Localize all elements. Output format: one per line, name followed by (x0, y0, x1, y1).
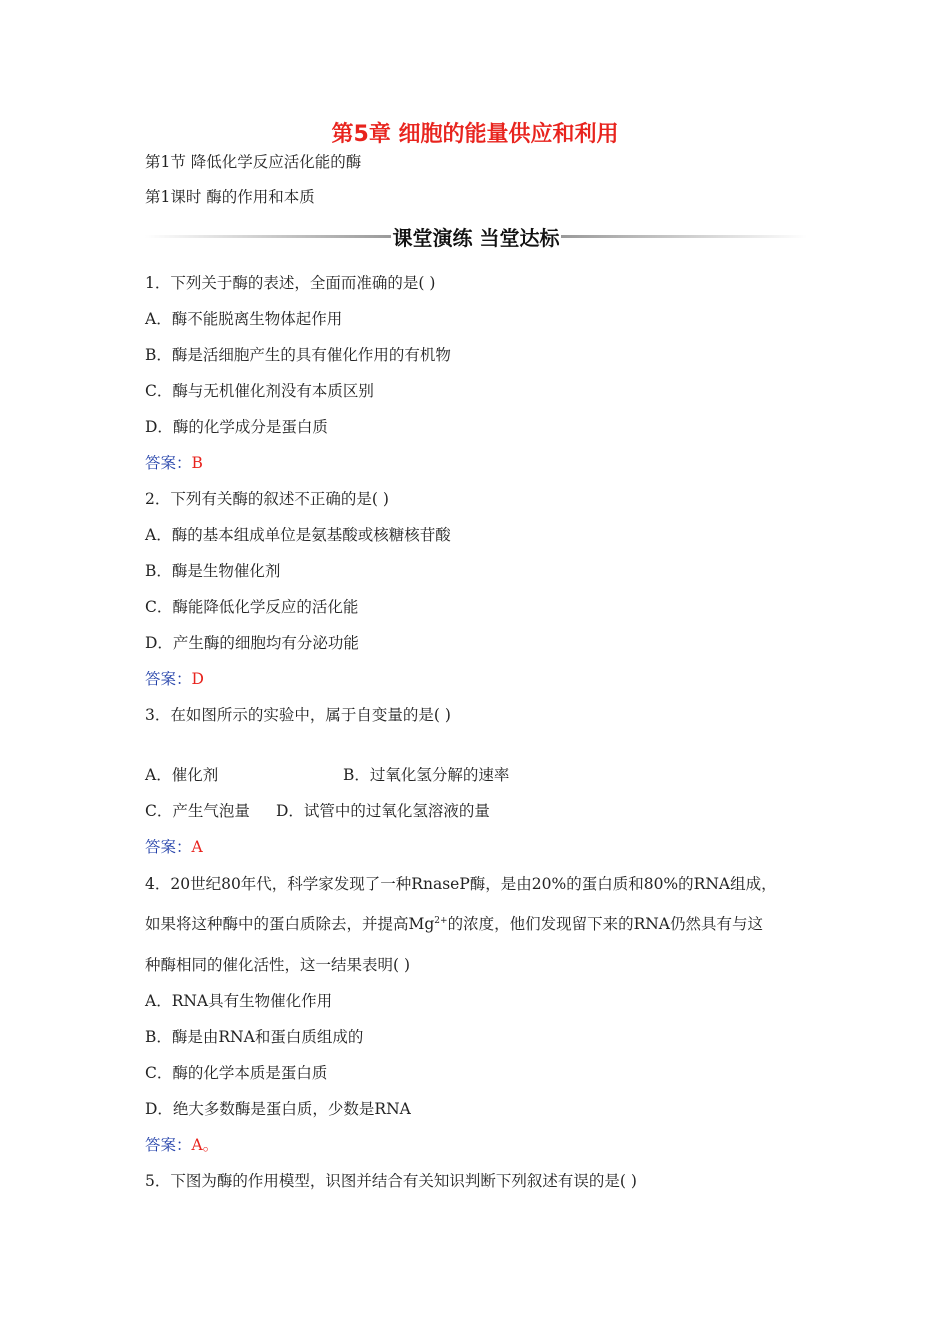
banner-rule-right (561, 235, 807, 238)
q4-stem-line1: 4．20世纪80年代，科学家发现了一种RnaseP酶，是由20%的蛋白质和80%的RNA组成， (145, 875, 777, 893)
q1-stem: 1．下列关于酶的表述，全面而准确的是( ) (145, 274, 436, 292)
q4-stem-line3: 种酶相同的催化活性，这一结果表明( ) (145, 956, 411, 974)
q4-option-b: B．酶是由RNA和蛋白质组成的 (145, 1028, 364, 1046)
q1-option-a: A．酶不能脱离生物体起作用 (145, 310, 343, 328)
answer-value: A (191, 838, 203, 856)
q3-stem: 3．在如图所示的实验中，属于自变量的是( ) (145, 706, 451, 724)
section-title: 第1节 降低化学反应活化能的酶 (145, 153, 362, 171)
q3-option-a: A．催化剂 (145, 766, 219, 784)
q4-line2-text: 如果将这种酶中的蛋白质除去，并提高Mg (145, 915, 435, 933)
q4-option-a: A．RNA具有生物催化作用 (145, 992, 333, 1010)
q5-stem: 5．下图为酶的作用模型，识图并结合有关知识判断下列叙述有误的是( ) (145, 1172, 637, 1190)
section-banner (145, 222, 807, 250)
q1-option-b: B．酶是活细胞产生的具有催化作用的有机物 (145, 346, 451, 364)
q4-option-d: D．绝大多数酶是蛋白质，少数是RNA (145, 1100, 411, 1118)
q3-option-d: D．试管中的过氧化氢溶液的量 (276, 802, 490, 820)
answer-value: D (191, 670, 204, 688)
lesson-title: 第1课时 酶的作用和本质 (145, 188, 315, 206)
answer-value: B (191, 454, 203, 472)
answer-label: 答案： (145, 670, 192, 688)
chapter-title: 第5章 细胞的能量供应和利用 (331, 122, 619, 147)
answer-label: 答案： (145, 838, 192, 856)
q2-option-c: C．酶能降低化学反应的活化能 (145, 598, 359, 616)
q4-stem-line2 (145, 913, 763, 935)
answer-value: A。 (191, 1136, 219, 1154)
answer-label: 答案： (145, 1136, 192, 1154)
q3-option-b: B．过氧化氢分解的速率 (343, 766, 510, 784)
q2-stem: 2．下列有关酶的叙述不正确的是( ) (145, 490, 389, 508)
q1-option-d: D．酶的化学成分是蛋白质 (145, 418, 328, 436)
q1-option-c: C．酶与无机催化剂没有本质区别 (145, 382, 374, 400)
q1-answer (145, 452, 203, 474)
q2-answer (145, 668, 204, 690)
q4-option-c: C．酶的化学本质是蛋白质 (145, 1064, 328, 1082)
q2-option-b: B．酶是生物催化剂 (145, 562, 281, 580)
superscript-charge: 2+ (434, 916, 448, 926)
answer-label: 答案： (145, 454, 192, 472)
q2-option-a: A．酶的基本组成单位是氨基酸或核糖核苷酸 (145, 526, 451, 544)
q4-answer (145, 1134, 218, 1156)
banner-text: 课堂演练 当堂达标 (392, 225, 560, 250)
q2-option-d: D．产生酶的细胞均有分泌功能 (145, 634, 359, 652)
banner-rule-left (145, 235, 391, 238)
q3-option-c: C．产生气泡量 (145, 802, 250, 820)
q3-answer (145, 836, 203, 858)
q4-line2-text-cont: 的浓度，他们发现留下来的RNA仍然具有与这 (447, 915, 764, 933)
